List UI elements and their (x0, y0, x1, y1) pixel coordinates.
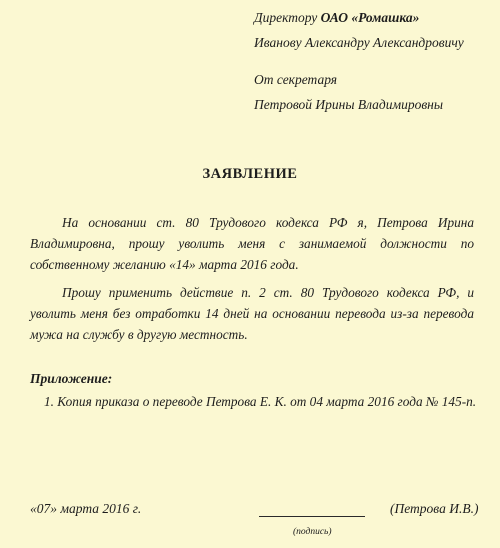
signer-name: (Петрова И.В.) (390, 501, 479, 516)
body-paragraph-2: Прошу применить действие п. 2 ст. 80 Трудового кодекса РФ, и уволить меня без отработки 14 дней на основании перевода из-за перевода мужа на службу в другую местность. (30, 285, 474, 342)
addressee-line (254, 10, 419, 26)
attachment-item: 1. Копия приказа о переводе Петрова Е. К. от 04 марта 2016 года № 145-п. (44, 394, 477, 409)
body-paragraph-1: На основании ст. 80 Трудового кодекса РФ я, Петрова Ирина Владимировна, прошу уволить меня с занимаемой должности по собственному желанию «14» марта 2016 года. (30, 215, 474, 272)
signature-line (259, 516, 365, 517)
sender-name: Петровой Ирины Владимировны (254, 97, 444, 112)
document-date: «07» марта 2016 г. (30, 501, 142, 516)
company-name: ОАО «Ромашка» (320, 10, 420, 25)
attachment-label: Приложение: (30, 371, 113, 386)
sender-label: От секретаря (254, 72, 338, 87)
document-title: ЗАЯВЛЕНИЕ (202, 166, 298, 182)
director-name: Иванову Александру Александровичу (254, 35, 464, 50)
signature-caption: (подпись) (293, 527, 332, 537)
addressee-prefix: Директору (254, 10, 321, 25)
